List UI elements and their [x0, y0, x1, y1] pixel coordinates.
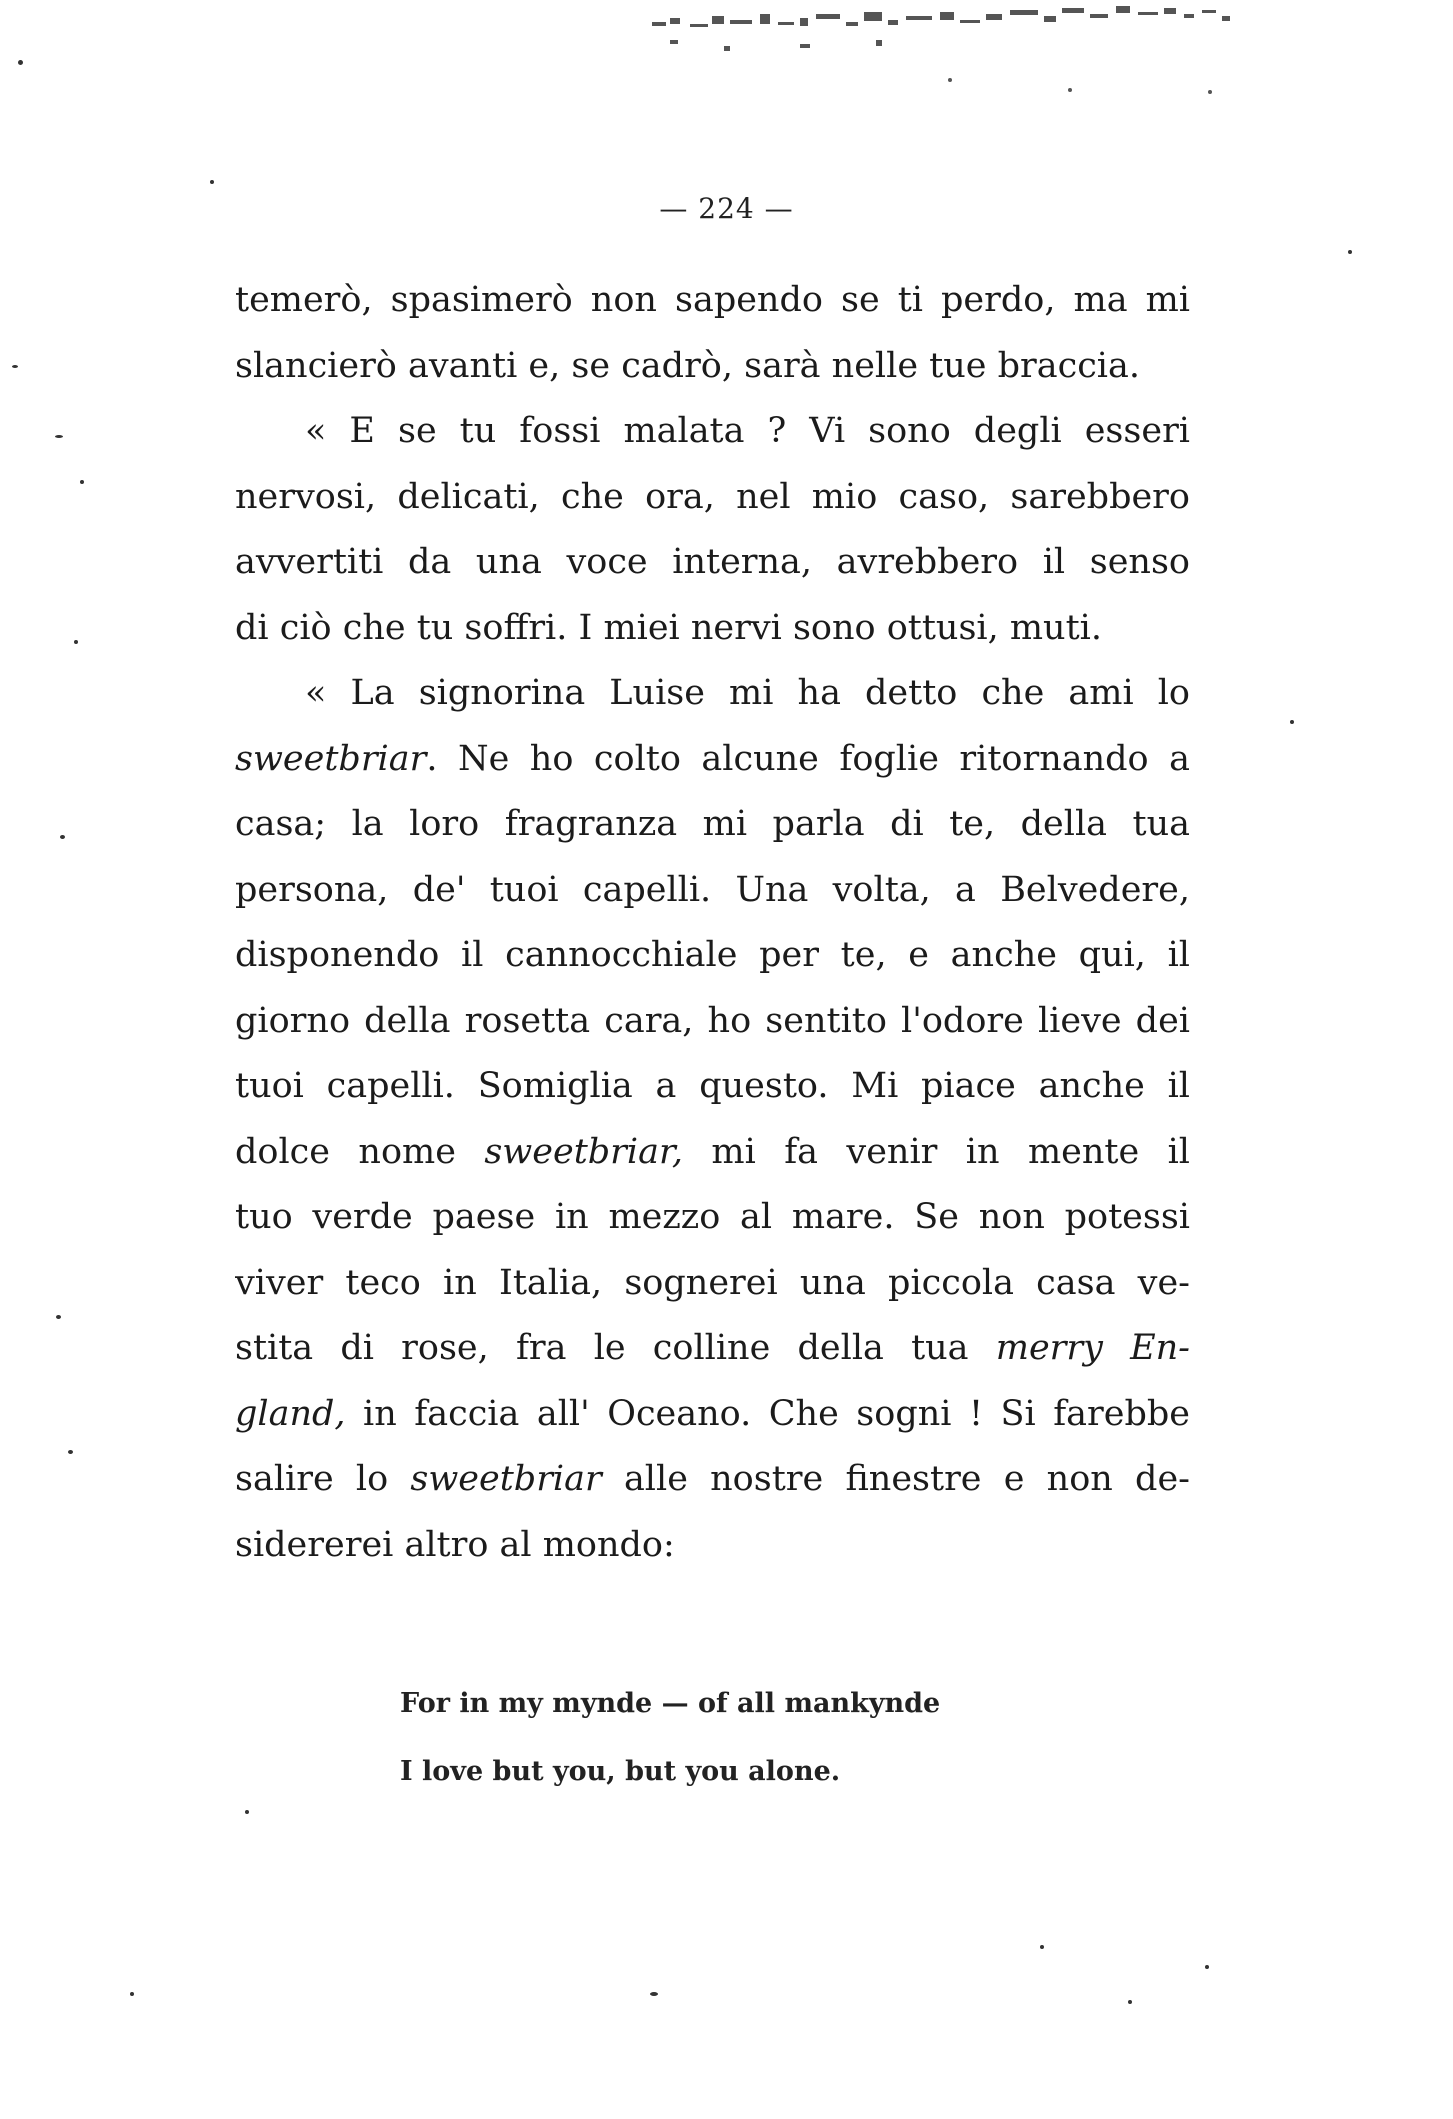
speck	[74, 640, 78, 644]
italic-segment: merry En-	[995, 1328, 1190, 1368]
text-line: viver teco in Italia, sognerei una piccola casa ve-	[235, 1262, 1190, 1303]
speck	[12, 365, 18, 368]
text-segment: dolce nome	[235, 1131, 485, 1172]
page-number: — 224 —	[659, 192, 794, 225]
body-text	[235, 268, 1190, 1578]
speck	[18, 60, 23, 65]
text-line: disponendo il cannocchiale per te, e anche qui, il	[235, 935, 1190, 975]
speck	[1205, 1965, 1209, 1969]
text-segment: alle nostre finestre e non de-	[601, 1459, 1190, 1499]
text-line: nervosi, delicati, che ora, nel mio caso, sarebbero	[235, 476, 1190, 517]
text-line	[235, 1447, 1190, 1513]
text-segment: salire lo	[235, 1459, 411, 1499]
text-line: tuoi capelli. Somiglia a questo. Mi piace anche il	[235, 1066, 1190, 1106]
text-line	[235, 727, 1190, 793]
verse-line: I love but you, but you alone.	[400, 1756, 841, 1787]
speck	[650, 1992, 658, 1996]
verse-quote	[400, 1670, 1100, 1806]
text-line: sidererei altro al mondo:	[235, 1524, 675, 1565]
speck	[1290, 720, 1294, 724]
speck	[210, 180, 214, 184]
speck	[1348, 250, 1352, 254]
text-segment: stita di rose, fra le colline della tua	[235, 1328, 996, 1368]
text-segment: mi fa venir in mente il	[682, 1131, 1190, 1172]
text-line	[235, 1316, 1190, 1382]
text-line: giorno della rosetta cara, ho sentito l'odore lieve dei	[235, 1000, 1190, 1041]
verse-line: For in my mynde — of all mankynde	[400, 1688, 941, 1719]
text-line: di ciò che tu soffri. I miei nervi sono ottusi, muti.	[235, 607, 1102, 648]
speck	[68, 1450, 73, 1454]
text-line: persona, de' tuoi capelli. Una volta, a Belvedere,	[235, 869, 1190, 910]
text-segment: . Ne ho colto alcune foglie ritornando a	[426, 738, 1190, 779]
text-line: slancierò avanti e, se cadrò, sarà nelle tue braccia.	[235, 345, 1140, 386]
scan-noise-decoration	[650, 0, 1290, 110]
speck	[56, 1315, 61, 1319]
text-line: « E se tu fossi malata ? Vi sono degli esseri	[305, 411, 1190, 451]
speck	[80, 480, 84, 484]
text-line: casa; la loro fragranza mi parla di te, della tua	[235, 804, 1190, 844]
text-line	[235, 1382, 1190, 1448]
italic-segment: sweetbriar,	[484, 1131, 683, 1172]
speck	[1128, 2000, 1132, 2004]
text-segment: in faccia all' Oceano. Che sogni ! Si farebbe	[345, 1393, 1190, 1434]
italic-segment: sweetbriar	[410, 1459, 602, 1499]
speck	[245, 1810, 249, 1814]
speck	[55, 435, 63, 438]
text-line: temerò, spasimerò non sapendo se ti perdo, ma mi	[235, 280, 1190, 320]
italic-segment: sweetbriar	[235, 738, 427, 779]
text-line: « La signorina Luise mi ha detto che ami lo	[305, 673, 1190, 713]
speck	[1040, 1945, 1044, 1949]
speck	[60, 835, 65, 839]
italic-segment: gland,	[235, 1393, 346, 1434]
speck	[130, 1992, 134, 1996]
text-line	[235, 1120, 1190, 1186]
text-line: tuo verde paese in mezzo al mare. Se non potessi	[235, 1197, 1190, 1237]
text-line: avvertiti da una voce interna, avrebbero il senso	[235, 542, 1190, 582]
